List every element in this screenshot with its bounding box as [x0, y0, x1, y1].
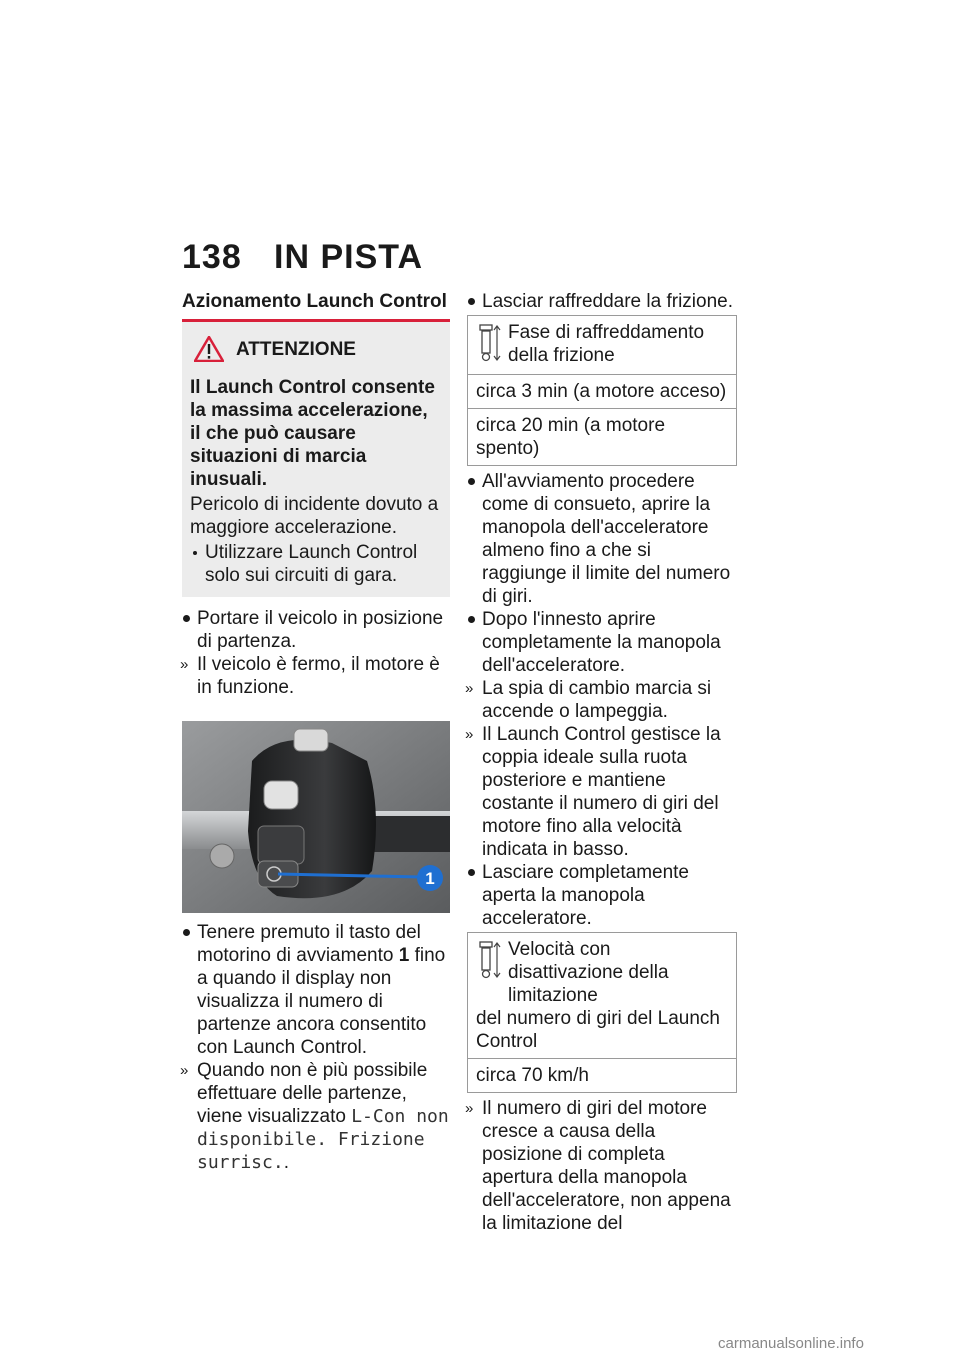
step-text-after: fino a quando il display non visualizza il numero di partenze ancora consentito con Launch Control. — [197, 945, 446, 1058]
footer-watermark: carmanualsonline.info — [718, 1335, 864, 1352]
result-text: Quando non è più possibile effettuare delle partenze, viene visualizzato — [197, 1060, 428, 1127]
bullet-icon — [468, 616, 475, 623]
right-column — [467, 290, 737, 1235]
result-arrow-icon: » — [465, 680, 474, 697]
warning-plain-text: Pericolo di incidente dovuto a maggiore accelerazione. — [190, 494, 439, 538]
result-text: Il numero di giri del motore cresce a causa della posizione di completa apertura della manopola dell'acceleratore, non appena la limitazione del — [482, 1098, 731, 1234]
page-number: 138 — [182, 238, 242, 276]
photo-callout-number: 1 — [425, 869, 435, 888]
warning-bullet-text: Utilizzare Launch Control solo sui circuiti di gara. — [205, 542, 418, 586]
bullet-icon — [468, 869, 475, 876]
bullet-icon — [468, 478, 475, 485]
result-item — [182, 1059, 450, 1174]
result-item — [182, 653, 450, 699]
display-message: L-Con non disponibile. Frizione surrisc. — [197, 1106, 449, 1173]
bullet-icon — [193, 551, 197, 555]
chapter-title: IN PISTA — [274, 238, 424, 276]
warning-triangle-icon — [194, 336, 224, 362]
result-text: Il Launch Control gestisce la coppia ideale sulla ruota posteriore e mantiene costante il numero di giri del motore fino alla velocità indicata in basso. — [482, 724, 721, 860]
step-text: Lasciare completamente aperta la manopola acceleratore. — [482, 862, 689, 929]
step-text-before: Tenere premuto il tasto del motorino di avviamento — [197, 922, 421, 966]
step-callout-ref: 1 — [398, 945, 410, 966]
result-item — [467, 677, 737, 723]
result-end: . — [283, 1152, 289, 1173]
spec-icon — [476, 938, 506, 1007]
step-item — [467, 608, 737, 677]
table-header — [468, 933, 736, 1058]
result-item — [467, 723, 737, 861]
table-header — [468, 316, 736, 374]
table-row: circa 70 km/h — [468, 1058, 736, 1092]
page-header — [182, 238, 423, 277]
result-text: La spia di cambio marcia si accende o lampeggia. — [482, 678, 712, 722]
step-text: Lasciar raffreddare la frizione. — [482, 291, 733, 312]
step-text: All'avviamento procedere come di consueto, aprire la manopola dell'acceleratore almeno fino a che si raggiunge il limite del numero di giri. — [482, 471, 731, 607]
left-column — [182, 290, 450, 1174]
result-arrow-icon: » — [180, 1062, 189, 1079]
table-header-text-cont: del numero di giri del Launch Control — [476, 1008, 720, 1052]
warning-header — [194, 336, 442, 362]
step-item — [467, 861, 737, 930]
table-header-top — [476, 938, 728, 1007]
table-header-text: Velocità con disattivazione della limitazione — [508, 939, 669, 1006]
step-item — [467, 470, 737, 608]
bullet-icon — [183, 615, 190, 622]
spec-table-speed — [467, 932, 737, 1093]
bullet-icon — [183, 929, 190, 936]
warning-label: ATTENZIONE — [236, 338, 356, 360]
bullet-icon — [468, 298, 475, 305]
spec-table-cooling — [467, 315, 737, 466]
spec-icon — [476, 321, 506, 369]
warning-box — [182, 322, 450, 597]
step-item — [182, 921, 450, 1059]
table-header-text: Fase di raffreddamento della frizione — [508, 322, 705, 366]
step-text: Portare il veicolo in posizione di partenza. — [197, 608, 444, 652]
result-item — [467, 1097, 737, 1235]
handlebar-photo — [182, 721, 450, 913]
result-arrow-icon: » — [465, 726, 474, 743]
result-text: Il veicolo è fermo, il motore è in funzione. — [197, 654, 440, 698]
warning-bullet — [190, 541, 442, 587]
result-arrow-icon: » — [180, 656, 189, 673]
table-row: circa 20 min (a motore spento) — [468, 408, 736, 465]
warning-bold-text: Il Launch Control consente la massima accelerazione, il che può causare situazioni di marcia inusuali. — [190, 377, 435, 490]
step-item — [182, 607, 450, 653]
result-arrow-icon: » — [465, 1100, 474, 1117]
step-item — [467, 290, 737, 313]
step-text: Dopo l'innesto aprire completamente la manopola dell'acceleratore. — [482, 609, 721, 676]
section-title: Azionamento Launch Control — [182, 290, 450, 322]
handlebar-illustration — [182, 721, 450, 913]
table-row: circa 3 min (a motore acceso) — [468, 374, 736, 408]
